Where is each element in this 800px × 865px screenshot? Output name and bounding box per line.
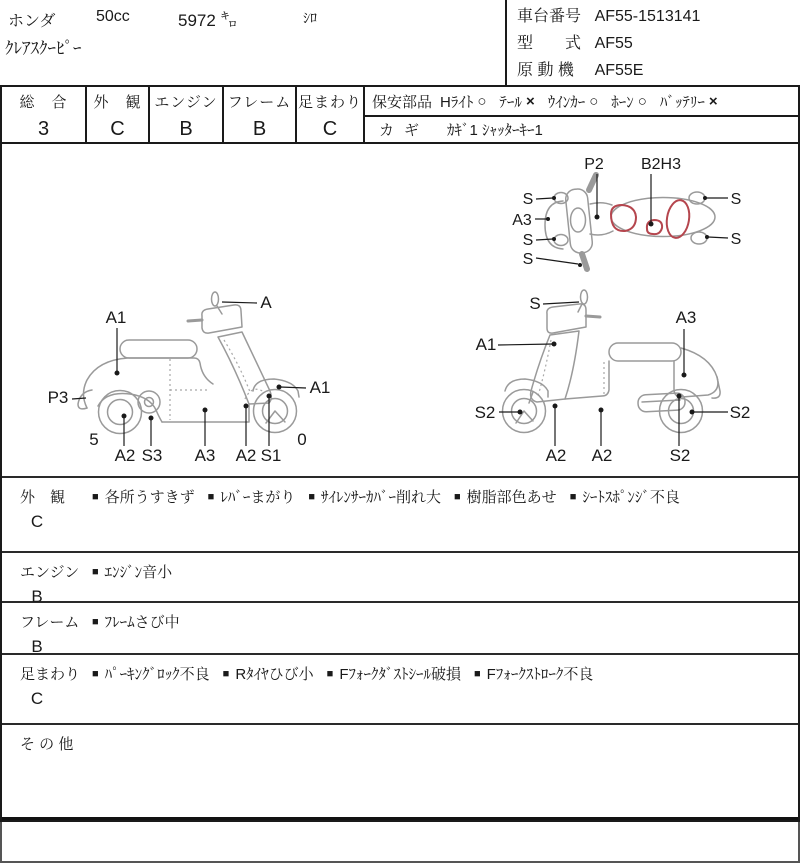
- inspection-table: [0, 85, 800, 822]
- bullet-icon: ■: [92, 565, 99, 578]
- damage-code-label: S: [522, 232, 534, 249]
- damage-code-label: 5: [89, 430, 99, 449]
- safety-parts-box: [365, 87, 798, 142]
- header-divider: [505, 0, 507, 85]
- model-code-label: 型 式: [517, 35, 582, 52]
- defect-text: Fﾌｫｰｸｽﾄﾛｰｸ不良: [486, 666, 594, 683]
- damage-code-label: P3: [47, 388, 69, 407]
- chassis-label: 車台番号: [517, 8, 582, 25]
- grade-undercarriage-value: C: [322, 118, 338, 140]
- damage-code-label: 0: [297, 430, 307, 449]
- defect-text: ｻｲﾚﾝｻｰｶﾊﾞｰ削れ大: [321, 489, 442, 506]
- grade-undercarriage-label: 足まわり: [297, 94, 362, 111]
- defect-text: Fﾌｫｰｸﾀﾞｽﾄｼｰﾙ破損: [339, 666, 461, 683]
- bullet-icon: ■: [92, 490, 99, 503]
- damage-code-label: A3: [512, 212, 532, 229]
- chassis-row: [517, 3, 700, 30]
- grade-exterior-value: C: [110, 118, 125, 140]
- defect-item: [454, 486, 557, 507]
- safety-item-name: ﾊﾞｯﾃﾘｰ: [659, 93, 705, 111]
- defect-text: ﾚﾊﾞｰまがり: [220, 489, 296, 506]
- bullet-icon: ■: [92, 615, 99, 628]
- defect-text: 各所うすきず: [104, 489, 195, 506]
- grade-exterior-label: 外 観: [93, 94, 142, 111]
- damage-code-label: A2: [114, 446, 136, 465]
- damage-code-label: A1: [309, 378, 331, 397]
- section-grade: B: [31, 637, 43, 656]
- safety-item-name: ﾃｰﾙ: [499, 93, 522, 111]
- grade-engine: [150, 87, 224, 142]
- safety-item-name: ｳｲﾝｶｰ: [547, 93, 586, 111]
- section-head: [2, 725, 90, 817]
- scooter-diagram-svg: [2, 144, 798, 478]
- scooter-left-view: [48, 292, 331, 465]
- bullet-icon: ■: [207, 490, 215, 503]
- damage-code-label: S: [522, 251, 534, 268]
- section-label: 外 観: [20, 489, 66, 506]
- section-head: [2, 553, 90, 606]
- damage-code-label: A1: [475, 335, 497, 354]
- damage-mark: [664, 199, 692, 240]
- section-undercarriage: [2, 655, 798, 725]
- section-items: [90, 603, 798, 653]
- model-name: ｸﾚｱｽｸｰﾋﾟｰ: [5, 39, 82, 58]
- section-label: そ の 他: [20, 736, 74, 753]
- damage-code-label: S2: [729, 403, 751, 422]
- section-items: [90, 725, 798, 817]
- model-code: AF55: [594, 35, 633, 52]
- bullet-icon: ■: [308, 490, 315, 503]
- section-label: エンジン: [20, 564, 80, 581]
- defect-text: ｴﾝｼﾞﾝ音小: [104, 564, 173, 581]
- defect-item: [570, 486, 680, 507]
- body-color: ｼﾛ: [303, 10, 317, 26]
- safety-item-name: ﾎｰﾝ: [611, 93, 634, 111]
- safety-item-battery: [660, 91, 718, 112]
- damage-code-label: A2: [591, 446, 613, 465]
- defect-item: [92, 663, 210, 684]
- status-mark: ○: [589, 92, 599, 110]
- section-grade: C: [30, 689, 44, 708]
- defect-text: ﾌﾚｰﾑさび中: [104, 614, 180, 631]
- section-grade: C: [30, 512, 44, 531]
- scooter-right-view: [475, 290, 751, 465]
- engine-code-label: 原 動 機: [517, 62, 574, 79]
- damage-code-label: A3: [675, 308, 697, 327]
- safety-item-name: Hﾗｲﾄ: [440, 93, 474, 111]
- damage-code-label: B2H3: [640, 156, 682, 173]
- safety-item-horn: [611, 91, 647, 112]
- safety-item-headlight: [440, 91, 486, 112]
- grade-row: [2, 87, 798, 144]
- damage-code-label: S: [522, 191, 534, 208]
- damage-mark: [647, 220, 662, 234]
- grade-engine-label: エンジン: [154, 94, 218, 111]
- defect-item: [308, 486, 441, 507]
- grade-engine-value: B: [179, 118, 193, 140]
- defect-item: [223, 663, 314, 684]
- grade-overall: [2, 87, 87, 142]
- status-mark: ○: [637, 92, 647, 110]
- damage-code-label: A: [260, 293, 272, 312]
- section-head: [2, 478, 90, 551]
- section-other: [2, 725, 798, 820]
- grade-overall-value: 3: [37, 118, 50, 140]
- maker-name: ホンダ: [8, 13, 56, 30]
- defect-item: [474, 663, 593, 684]
- damage-code-label: S1: [260, 446, 282, 465]
- section-head: [2, 603, 90, 656]
- status-mark: ×: [525, 92, 535, 110]
- section-items: [90, 478, 798, 551]
- safety-parts-label: 保安部品: [372, 93, 433, 111]
- defect-item: [92, 561, 172, 582]
- damage-code-label: S2: [474, 403, 496, 422]
- damage-code-label: A3: [194, 446, 216, 465]
- defect-text: Rﾀｲﾔひび小: [235, 666, 314, 683]
- damage-code-label: A1: [105, 308, 127, 327]
- section-grade: B: [31, 587, 43, 606]
- grade-undercarriage: [297, 87, 365, 142]
- grade-frame-label: フレーム: [227, 94, 292, 111]
- damage-code-label: S2: [669, 446, 691, 465]
- status-mark: ×: [708, 92, 718, 110]
- bullet-icon: ■: [569, 490, 577, 503]
- damage-code-label: P2: [584, 156, 604, 173]
- grade-frame: [224, 87, 297, 142]
- defect-item: [208, 486, 296, 507]
- damage-code-label: S: [529, 294, 541, 313]
- safety-parts-row: [365, 87, 798, 117]
- status-mark: ○: [477, 92, 487, 110]
- vehicle-id-block: [517, 3, 700, 84]
- damage-code-label: A2: [235, 446, 257, 465]
- defect-text: ﾊﾟｰｷﾝｸﾞﾛｯｸ不良: [104, 666, 210, 683]
- damage-diagram: [2, 144, 798, 478]
- grade-frame-value: B: [252, 118, 267, 140]
- engine-code: AF55E: [594, 62, 644, 79]
- section-frame: [2, 603, 798, 655]
- damage-code-label: S3: [141, 446, 163, 465]
- section-engine: [2, 553, 798, 606]
- displacement: 50cc: [96, 8, 130, 25]
- section-items: [90, 655, 798, 723]
- defect-text: 樹脂部色あせ: [466, 489, 557, 506]
- section-items: [90, 553, 798, 601]
- key-label: カギ: [379, 122, 430, 139]
- chassis-number: AF55-1513141: [594, 8, 701, 25]
- section-label: フレーム: [20, 614, 80, 631]
- damage-code-label: S: [730, 231, 742, 248]
- engine-code-row: [517, 57, 700, 84]
- defect-item: [327, 663, 461, 684]
- notes-empty-box: [0, 822, 800, 863]
- key-value: ｶｷﾞ1 ｼｬｯﾀｰｷｰ1: [447, 122, 543, 139]
- key-row: [365, 117, 798, 142]
- bullet-icon: ■: [222, 667, 230, 680]
- defect-item: [92, 611, 180, 632]
- section-label: 足まわり: [20, 666, 81, 683]
- damage-code-label: A2: [545, 446, 567, 465]
- grade-exterior: [87, 87, 150, 142]
- scooter-top-view: [512, 156, 741, 269]
- section-exterior: [2, 478, 798, 553]
- bullet-icon: ■: [454, 490, 461, 503]
- damage-code-label: S: [730, 191, 742, 208]
- safety-item-winker: [548, 91, 599, 112]
- grade-overall-label: 総 合: [19, 94, 68, 111]
- mileage: 5972 ㌔: [178, 11, 238, 30]
- bullet-icon: ■: [474, 667, 481, 680]
- safety-item-taillight: [499, 91, 534, 112]
- model-code-row: [517, 30, 700, 57]
- bullet-icon: ■: [92, 667, 99, 680]
- section-head: [2, 655, 90, 723]
- bullet-icon: ■: [326, 667, 334, 680]
- defect-text: ｼｰﾄｽﾎﾟﾝｼﾞ不良: [582, 489, 680, 506]
- defect-item: [92, 486, 195, 507]
